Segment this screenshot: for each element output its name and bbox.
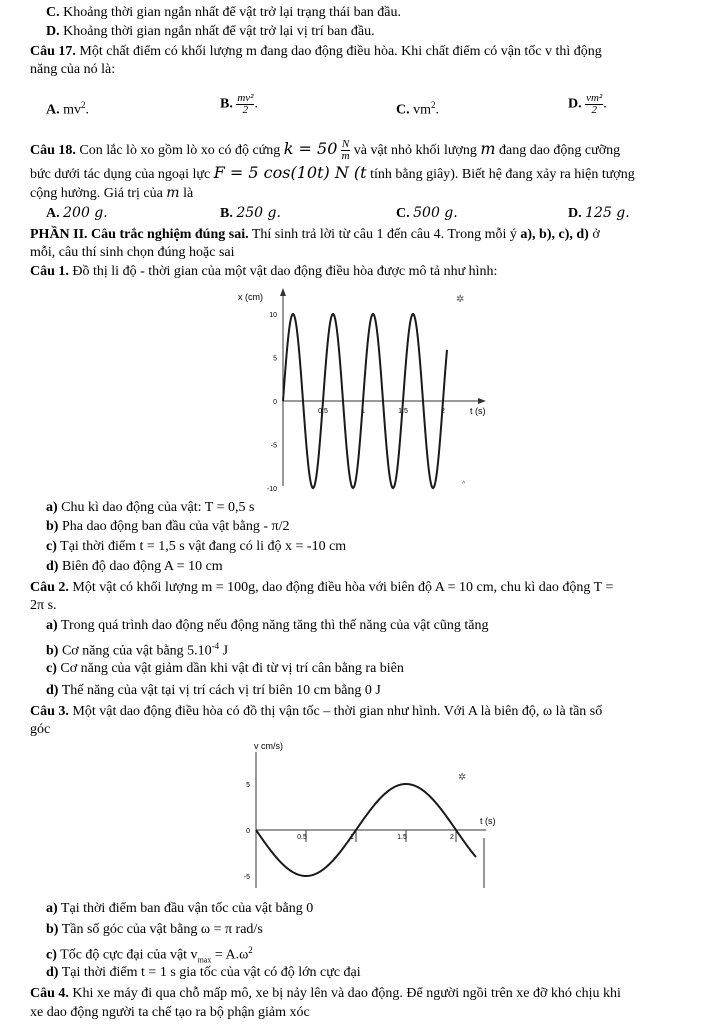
q17-option-b: B. $\frac{\text{mv²}}{2}$ . — [220, 92, 258, 116]
q18-option-d: D. 125 g. — [568, 205, 630, 221]
position-time-chart — [234, 286, 494, 496]
q18-stem-2: bức dưới tác dụng của ngoại lực F = 5 cos(10t) N (t tính bằng giây). Biết hệ đang xảy ra hiện tượng — [30, 163, 635, 182]
y-tick-label: 10 — [269, 312, 277, 319]
y-tick-labels — [267, 312, 277, 493]
velocity-time-chart — [234, 738, 504, 898]
q17-stem-2: năng của nó là: — [30, 62, 116, 77]
c2-statement-d: d) Thế năng của vật tại vị trí cách vị trí biên 10 cm bằng 0 J — [46, 683, 381, 698]
y-tick-labels — [244, 782, 250, 881]
gear-icon: ✲ — [456, 294, 465, 305]
c3-statement-d: d) Tại thời điểm t = 1 s gia tốc của vật có độ lớn cực đại — [46, 965, 361, 980]
c2-stem-2: 2π s. — [30, 598, 57, 613]
c1-statement-c: c) Tại thời điểm t = 1,5 s vật đang có li độ x = -10 cm — [46, 539, 347, 554]
y-axis-label: v cm/s) — [254, 741, 283, 751]
x-tick-labels — [297, 830, 456, 842]
part2-heading: PHẦN II. Câu trắc nghiệm đúng sai. Thí sinh trả lời từ câu 1 đến câu 4. Trong mỗi ý a), b), c), d) ở — [30, 227, 600, 242]
x-tick-label: 1.5 — [397, 834, 407, 841]
q18-option-b: B. 250 g. — [220, 205, 281, 221]
c2-statement-a: a) Trong quá trình dao động nếu động năng tăng thì thế năng của vật cũng tăng — [46, 618, 489, 633]
y-tick-label: -5 — [243, 874, 250, 881]
y-tick-label: -10 — [266, 486, 277, 493]
q17-option-a: A. $mv^2$. — [46, 100, 90, 118]
q18-option-a: A. 200 g. — [46, 205, 108, 221]
q16-option-c: C. Khoảng thời gian ngắn nhất để vật trở lại trạng thái ban đầu. — [46, 5, 402, 20]
c1-stem: Câu 1. Đồ thị li độ - thời gian của một vật dao động điều hòa được mô tả như hình: — [30, 264, 498, 279]
c3-stem: Câu 3. Một vật dao động điều hòa có đồ thị vận tốc – thời gian như hình. Với A là biên độ, ω là tần số — [30, 704, 603, 719]
c2-statement-c: c) Cơ năng của vật giảm dần khi vật đi từ vị trí cân bằng ra biên — [46, 661, 404, 676]
c3-statement-a: a) Tại thời điểm ban đầu vận tốc của vật bằng 0 — [46, 901, 314, 916]
q18-stem-3: cộng hưởng. Giá trị của m là — [30, 185, 194, 201]
y-tick-label: -5 — [270, 442, 277, 450]
c1-statement-a: a) Chu kì dao động của vật: T = 0,5 s — [46, 500, 255, 515]
c1-statement-b: b) Pha dao động ban đầu của vật bằng - π/2 — [46, 519, 290, 534]
c3-statement-c: c) Tốc độ cực đại của vật $v_{max} = A.\omega^2$ — [46, 945, 253, 965]
c1-statement-d: d) Biên độ dao động A = 10 cm — [46, 559, 223, 574]
c3-stem-2: góc — [30, 722, 51, 737]
y-axis-arrow — [280, 288, 286, 296]
c3-statement-b: b) Tần số góc của vật bằng ω = π rad/s — [46, 922, 263, 937]
y-tick-label: 0 — [273, 399, 277, 406]
q17-option-c: C. $vm^2$. — [396, 100, 440, 118]
y-tick-label: 5 — [273, 355, 277, 363]
x-tick-label: 2 — [450, 834, 454, 841]
q17-stem: Câu 17. Một chất điểm có khối lượng m đang dao động điều hòa. Khi chất điểm có vận tốc v thì động — [30, 44, 602, 59]
x-axis-arrow — [478, 398, 486, 404]
x-tick-label: 1 — [361, 408, 365, 415]
x-axis-label: t (s) — [470, 406, 486, 416]
y-axis-label: x (cm) — [238, 292, 263, 302]
x-tick-label: 1.5 — [398, 408, 408, 415]
x-tick-label: 2 — [441, 408, 445, 415]
q18-option-c: C. 500 g. — [396, 205, 458, 221]
x-tick-label: 1 — [350, 834, 354, 841]
c4-stem-2: xe dao động người ta chế tạo ra bộ phận giảm xóc — [30, 1005, 310, 1020]
q17-option-d: D. $\frac{\text{vm²}}{2}$ . — [568, 92, 607, 116]
x-axis-label: t (s) — [480, 816, 496, 826]
gear-icon: ✲ — [458, 772, 467, 783]
c2-stem: Câu 2. Một vật có khối lượng m = 100g, dao động điều hòa với biên độ A = 10 cm, chu kì dao động T = — [30, 580, 614, 595]
q18-stem-1: Câu 18. Con lắc lò xo gồm lò xo có độ cứng k = 50 $\frac{N}{m}$ và vật nhỏ khối lượng m đang dao động cưỡng — [30, 138, 621, 163]
x-tick-label: 0.5 — [297, 834, 307, 841]
y-tick-label: 5 — [246, 782, 250, 789]
q16-option-d: D. Khoảng thời gian ngắn nhất để vật trở lại vị trí ban đầu. — [46, 24, 375, 39]
part2-instruction: mỗi, câu thí sinh chọn đúng hoặc sai — [30, 245, 235, 260]
c4-stem: Câu 4. Khi xe máy đi qua chỗ mấp mô, xe bị nảy lên và dao động. Để người ngồi trên xe đỡ khó chịu khi — [30, 986, 621, 1001]
c2-statement-b: b) Cơ năng của vật bằng $5.10^{-4}$ J — [46, 641, 229, 659]
y-tick-label: 0 — [246, 828, 250, 835]
x-tick-label: 0.5 — [318, 408, 328, 415]
caret-icon: ^ — [462, 481, 466, 488]
